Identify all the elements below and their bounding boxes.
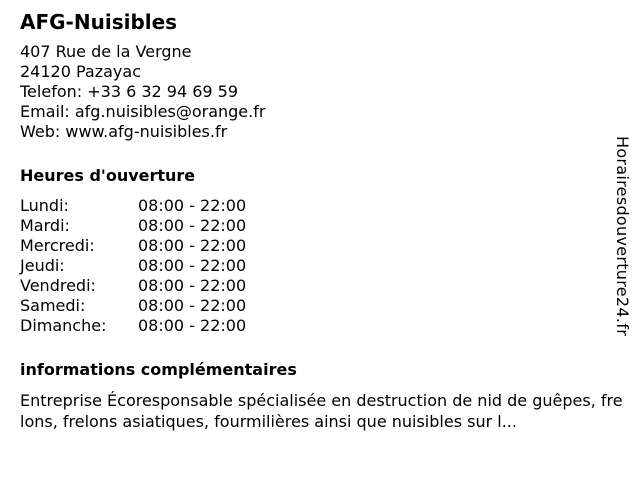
email-line: Email: afg.nuisibles@orange.fr	[20, 102, 266, 121]
day-label: Mercredi:	[20, 236, 95, 255]
city-address: 24120 Pazayac	[20, 62, 141, 81]
address-block	[20, 42, 610, 142]
site-watermark: Horairesdouverture24.fr	[613, 136, 632, 337]
hours-row	[20, 196, 610, 216]
info-heading: informations complémentaires	[20, 360, 297, 379]
day-time: 08:00 - 22:00	[138, 276, 247, 295]
day-time: 08:00 - 22:00	[138, 316, 247, 335]
day-time: 08:00 - 22:00	[138, 296, 247, 315]
hours-row	[20, 316, 610, 336]
day-time: 08:00 - 22:00	[138, 196, 247, 215]
day-time: 08:00 - 22:00	[138, 236, 247, 255]
hours-row	[20, 236, 610, 256]
hours-row	[20, 256, 610, 276]
hours-heading: Heures d'ouverture	[20, 166, 196, 185]
day-time: 08:00 - 22:00	[138, 216, 247, 235]
street-address: 407 Rue de la Vergne	[20, 42, 192, 61]
day-label: Vendredi:	[20, 276, 96, 295]
day-label: Dimanche:	[20, 316, 107, 335]
day-label: Mardi:	[20, 216, 70, 235]
web-line: Web: www.afg-nuisibles.fr	[20, 122, 228, 141]
hours-table	[20, 196, 610, 336]
business-name: AFG-Nuisibles	[20, 10, 178, 34]
day-label: Jeudi:	[20, 256, 65, 275]
day-label: Lundi:	[20, 196, 69, 215]
day-time: 08:00 - 22:00	[138, 256, 247, 275]
day-label: Samedi:	[20, 296, 86, 315]
hours-row	[20, 216, 610, 236]
info-description: Entreprise Écoresponsable spécialisée en destruction de nid de guêpes, frelons, frelons asiatiques, fourmilières ainsi que nuisibles sur l...	[20, 391, 623, 431]
hours-row	[20, 296, 610, 316]
phone-line: Telefon: +33 6 32 94 69 59	[20, 82, 239, 101]
hours-row	[20, 276, 610, 296]
